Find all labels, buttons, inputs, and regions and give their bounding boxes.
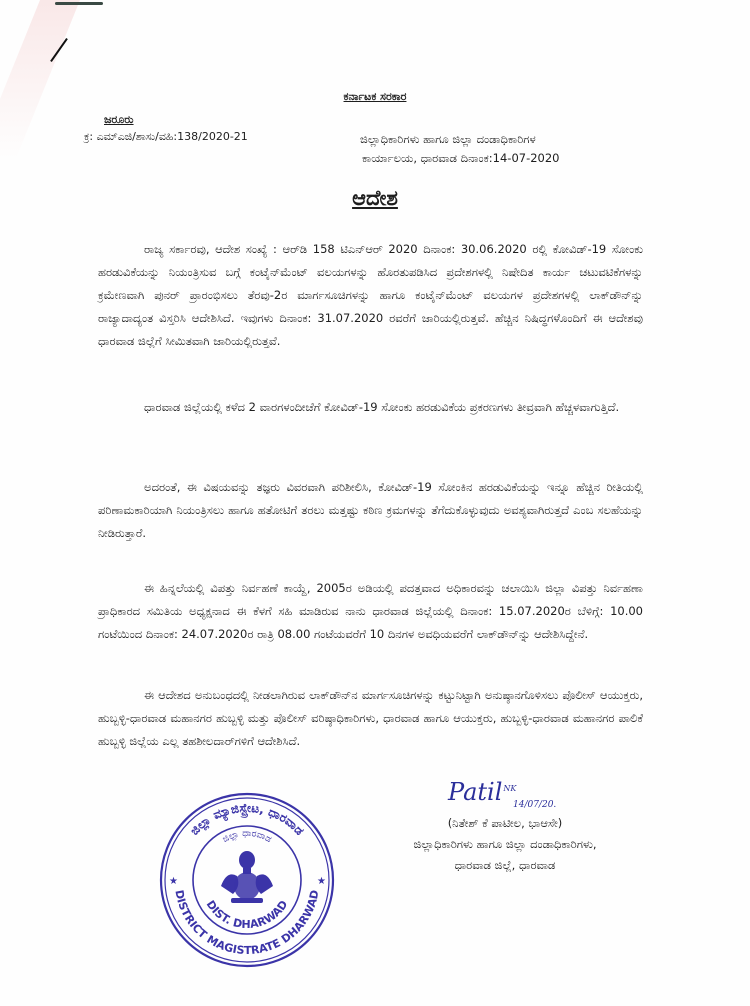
svg-text:DISTRICT MAGISTRATE DHARWAD: DISTRICT MAGISTRATE DHARWAD (172, 888, 322, 958)
svg-text:ಜಿಲ್ಲಾ ಧಾರವಾಡ: ಜಿಲ್ಲಾ ಧಾರವಾಡ (221, 828, 273, 846)
paragraph-4: ಈ ಹಿನ್ನಲೆಯಲ್ಲಿ ವಿಪತ್ತು ನಿರ್ವಹಣೆ ಕಾಯ್ದೆ, 2005ರ ಅಡಿಯಲ್ಲಿ ಪದತ್ತವಾದ ಅಧಿಕಾರವನ್ನು ಚಲಾಯಿಸಿ ಜಿಲ್ಲಾ ವಿಪತ್ತು ನಿರ್ವಹಣಾ ಪ್ರಾಧಿಕಾರದ ಸಮಿತಿಯ ಅಧ್ಯಕ್ಷನಾದ ಈ ಕೆಳಗೆ ಸಹಿ ಮಾಡಿರುವ ನಾನು ಧಾರವಾಡ ಜಿಲ್ಲೆಯಲ್ಲಿ ದಿನಾಂಕ: 15.07.2020ರ ಬೆಳಿಗ್ಗೆ: 10.00 ಗಂಟೆಯಿಂದ ದಿನಾಂಕ: 24.07.2020ರ ರಾತ್ರಿ 08.00 ಗಂಟೆಯವರೆಗೆ 10 ದಿನಗಳ ಅವಧಿಯವರೆಗೆ ಲಾಕ್‌ಡೌನ್‌ನ್ನು ಆದೇಶಿಸಿದ್ದೇನೆ. (98, 580, 643, 641)
paragraph-2: ಧಾರವಾಡ ಜಿಲ್ಲೆಯಲ್ಲಿ ಕಳೆದ 2 ವಾರಗಳಂದೀಚೆಗೆ ಕೋವಿಡ್-19 ಸೋಂಕು ಹರಡುವಿಕೆಯ ಪ್ರಕರಣಗಳು ತೀವ್ರವಾಗಿ ಹೆಚ್ಚಳವಾಗುತ್ತಿದೆ. (144, 399, 620, 414)
signatory-name: (ನಿತೇಶ್ ಕೆ ಪಾಟೀಲ, ಭಾಆಸೇ) (447, 816, 563, 830)
handwritten-signature: Patil$^{NK}$ (448, 778, 517, 806)
svg-text:ಜಿಲ್ಲಾ ಮ್ಯಾಜಿಸ್ಟ್ರೇಟ, ಧಾರವಾಡ: ಜಿಲ್ಲಾ ಮ್ಯಾಜಿಸ್ಟ್ರೇಟ, ಧಾರವಾಡ (187, 800, 307, 838)
order-title: ಆದೇಶ (352, 186, 398, 210)
government-title: ಕರ್ನಾಟಕ ಸರಕಾರ (343, 90, 407, 103)
paragraph-5: ಈ ಆದೇಶದ ಅನುಬಂಧದಲ್ಲಿ ನೀಡಲಾಗಿರುವ ಲಾಕ್‌ಡೌನ್‌ನ ಮಾರ್ಗಸೂಚಿಗಳನ್ನು ಕಟ್ಟುನಿಟ್ಟಾಗಿ ಅನುಷ್ಠಾನಗೊಳಿಸಲು ಪೊಲೀಸ್ ಆಯುಕ್ತರು, ಹುಬ್ಬಳ್ಳಿ-ಧಾರವಾಡ ಮಹಾನಗರ ಹುಬ್ಬಳ್ಳಿ ಮತ್ತು ಪೊಲೀಸ್ ವರಿಷ್ಠಾಧಿಕಾರಿಗಳು, ಧಾರವಾಡ ಹಾಗೂ ಆಯುಕ್ತರು, ಹುಬ್ಬಳ್ಳಿ-ಧಾರವಾಡ ಮಹಾನಗರ ಪಾಲಿಕೆ ಹುಬ್ಬಳ್ಳಿ ಜಿಲ್ಲೆಯ ಎಲ್ಲ ತಹಶೀಲದಾರ್‌ಗಳಿಗೆ ಆದೇಶಿಸಿದೆ. (98, 687, 643, 748)
svg-text:DIST. DHARWAD: DIST. DHARWAD (203, 898, 291, 932)
reference-number: ಕ್ರ: ಎಮ್ಎಜಿ/ಶಾಸು/ವಹಿ:138/2020-21 (84, 130, 248, 143)
signatory-designation: ಜಿಲ್ಲಾಧಿಕಾರಿಗಳು ಹಾಗೂ ಜಿಲ್ಲಾ ದಂಡಾಧಿಕಾರಿಗಳು, (413, 837, 597, 851)
office-address (360, 130, 560, 168)
signatory-block (370, 813, 640, 876)
svg-text:★: ★ (169, 876, 178, 887)
scan-smear (0, 0, 80, 160)
district-magistrate-seal-icon (157, 790, 337, 970)
scan-artifact-mark (55, 2, 103, 5)
signatory-location: ಧಾರವಾಡ ಜಿಲ್ಲೆ, ಧಾರವಾಡ (454, 858, 556, 872)
signature-date: 14/07/20. (513, 800, 557, 810)
paragraph-3: ಅದರಂತೆ, ಈ ವಿಷಯವನ್ನು ತಜ್ಞರು ವಿವರವಾಗಿ ಪರಿಶೀಲಿಸಿ, ಕೋವಿಡ್-19 ಸೋಂಕಿನ ಹರಡುವಿಕೆಯನ್ನು ಇನ್ನೂ ಹೆಚ್ಚಿನ ರೀತಿಯಲ್ಲಿ ಪರಿಣಾಮಕಾರಿಯಾಗಿ ನಿಯಂತ್ರಿಸಲು ಹಾಗೂ ಹತೋಟಿಗೆ ತರಲು ಮತ್ತಷ್ಟು ಕಠಿಣ ಕ್ರಮಗಳನ್ನು ತೆಗೆದುಕೊಳ್ಳುವುದು ಅವಶ್ಯವಾಗಿರುತ್ತದೆ ಎಂಬ ಸಲಹೆಯನ್ನು ನೀಡಿರುತ್ತಾರೆ. (98, 479, 643, 540)
office-line-1: ಜಿಲ್ಲಾಧಿಕಾರಿಗಳು ಹಾಗೂ ಜಿಲ್ಲಾ ದಂಡಾಧಿಕಾರಿಗಳ (360, 132, 536, 146)
office-line-2-date: ಕಾರ್ಯಾಲಯ, ಧಾರವಾಡ ದಿನಾಂಕ:14-07-2020 (362, 151, 560, 165)
paragraph-1: ರಾಜ್ಯ ಸರ್ಕಾರವು, ಆದೇಶ ಸಂಖ್ಯೆ : ಆರ್‌ಡಿ 158 ಟಿಎನ್‌ಆರ್ 2020 ದಿನಾಂಕ: 30.06.2020 ರಲ್ಲಿ ಕೋವಿಡ್-19 ಸೋಂಕು ಹರಡುವಿಕೆಯನ್ನು ನಿಯಂತ್ರಿಸುವ ಬಗ್ಗೆ ಕಂಟೈನ್‌ಮೆಂಟ್ ವಲಯಗಳನ್ನು ಹೊರತುಪಡಿಸಿದ ಪ್ರದೇಶಗಳಲ್ಲಿ ನಿಷೇದಿತ ಕಾರ್ಯ ಚಟುವಟಿಕೆಗಳನ್ನು ಕ್ರಮೇಣವಾಗಿ ಪುನರ್ ಪ್ರಾರಂಭಿಸಲು ತೆರವು-2ರ ಮಾರ್ಗಸೂಚಿಗಳನ್ನು ಹಾಗೂ ಕಂಟೈನ್‌ಮೆಂಟ್ ವಲಯಗಳ ಪ್ರದೇಶಗಳಲ್ಲಿ ಲಾಕ್‌ಡೌನ್‌ನ್ನು ರಾಜ್ಯಾದಾದ್ಯಂತ ವಿಸ್ತರಿಸಿ ಆದೇಶಿಸಿದೆ. ಇವುಗಳು ದಿನಾಂಕ: 31.07.2020 ರವರೆಗೆ ಜಾರಿಯಲ್ಲಿರುತ್ತವೆ. ಹೆಚ್ಚಿನ ನಿಷಿದ್ಧಗಳೊಂದಿಗೆ ಈ ಆದೇಶವು ಧಾರವಾಡ ಜಿಲ್ಲೆಗೆ ಸೀಮಿತವಾಗಿ ಜಾರಿಯಲ್ಲಿರುತ್ತವೆ. (98, 241, 643, 348)
urgent-label: ಜರೂರು (104, 113, 134, 126)
svg-text:★: ★ (317, 876, 326, 887)
